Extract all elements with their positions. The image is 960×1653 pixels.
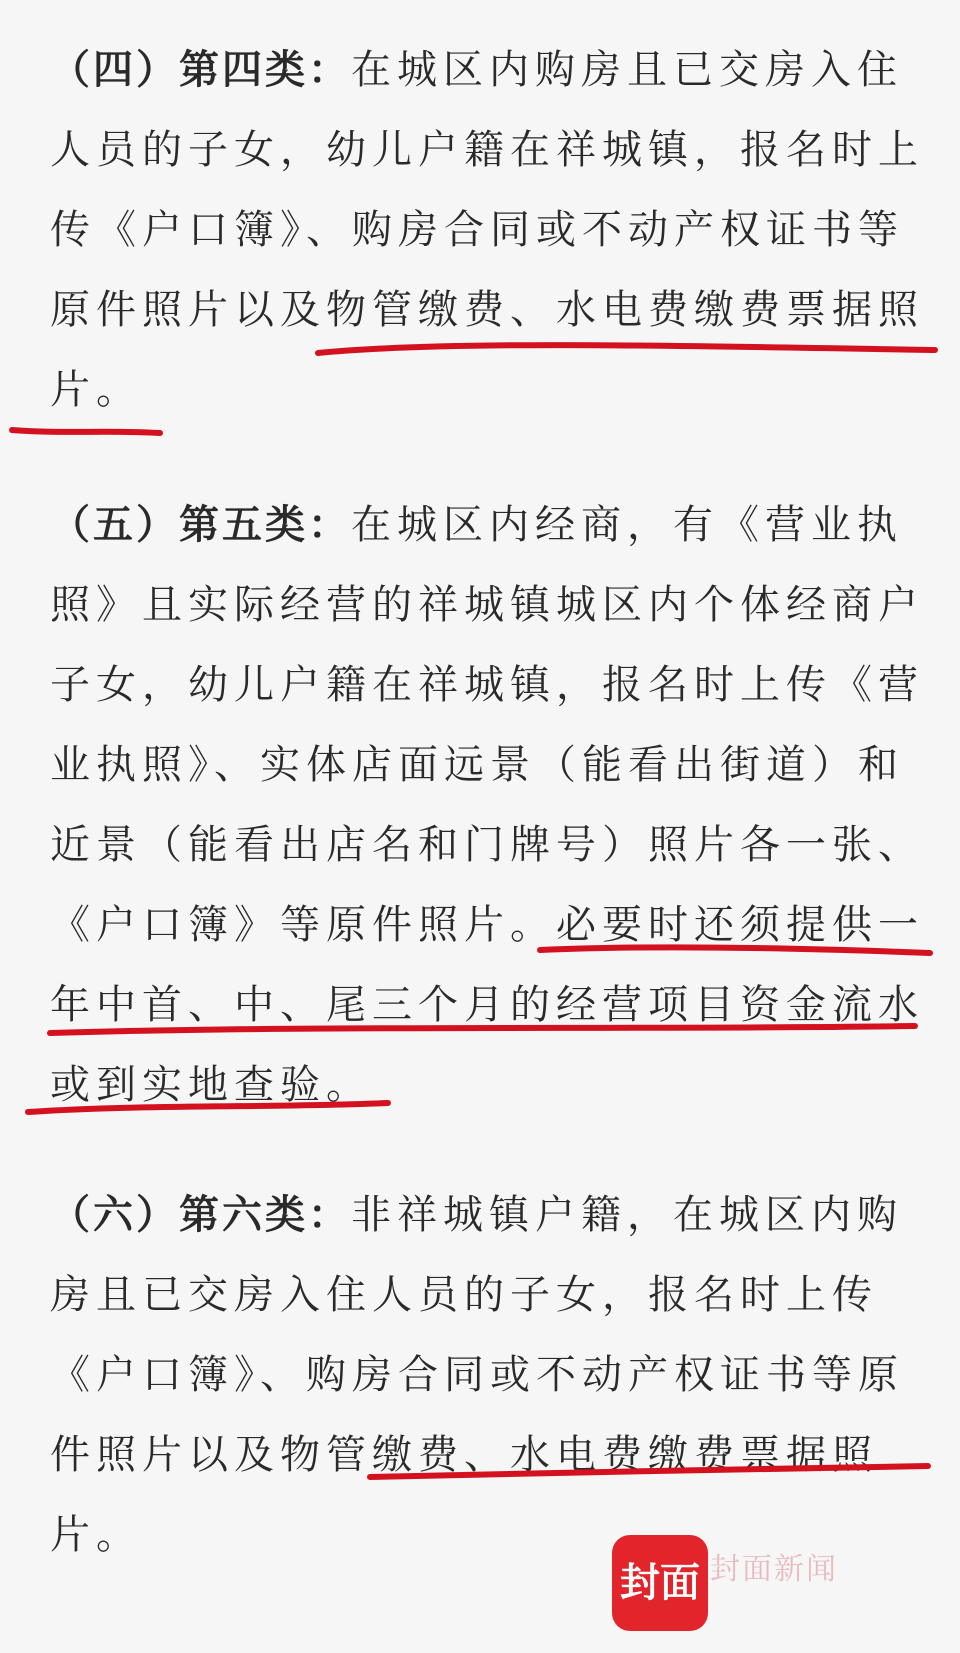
para5-label: （五）第五类： [50,502,351,548]
para5-line2: 照》且实际经营的祥城镇城区内个体经商户 [50,582,924,628]
para5-line7: 年中首、中、尾三个月的经营项目资金流水 [50,982,924,1028]
para4-line5: 片。 [50,367,142,413]
para4-line3: 传《户口簿》、购房合同或不动产权证书等 [50,207,904,253]
para6-line4: 件照片以及物管缴费、水电费缴费票据照 [50,1432,878,1478]
para5-line6: 《户口簿》等原件照片。必要时还须提供一 [50,902,924,948]
underline-para4-b [12,430,160,433]
para6-line1 [50,1185,910,1245]
para6-text-1: 非祥城镇户籍，在城区内购 [351,1192,903,1238]
para5-line4: 业执照》、实体店面远景（能看出街道）和 [50,742,904,788]
para5-line5: 近景（能看出店名和门牌号）照片各一张、 [50,822,924,868]
para4-label: （四）第四类： [50,47,351,93]
para4-text-1: 在城区内购房且已交房入住 [351,47,903,93]
para5-text-1: 在城区内经商，有《营业执 [351,502,903,548]
para6-line3: 《户口簿》、购房合同或不动产权证书等原 [50,1352,904,1398]
para5-line8: 或到实地查验。 [50,1062,372,1108]
para4-line2: 人员的子女，幼儿户籍在祥城镇，报名时上 [50,127,924,173]
para4-line1 [50,40,910,100]
para6-line5: 片。 [50,1512,142,1558]
fengmian-watermark-text: 封面新闻 [710,1552,838,1587]
para5-line3: 子女，幼儿户籍在祥城镇，报名时上传《营 [50,662,924,708]
para6-line2: 房且已交房入住人员的子女，报名时上传 [50,1272,878,1318]
para5-line1 [50,495,910,555]
fengmian-logo: 封面 [612,1535,708,1631]
underline-para4-a [318,345,935,353]
para4-line4: 原件照片以及物管缴费、水电费缴费票据照 [50,287,924,333]
para6-label: （六）第六类： [50,1192,351,1238]
